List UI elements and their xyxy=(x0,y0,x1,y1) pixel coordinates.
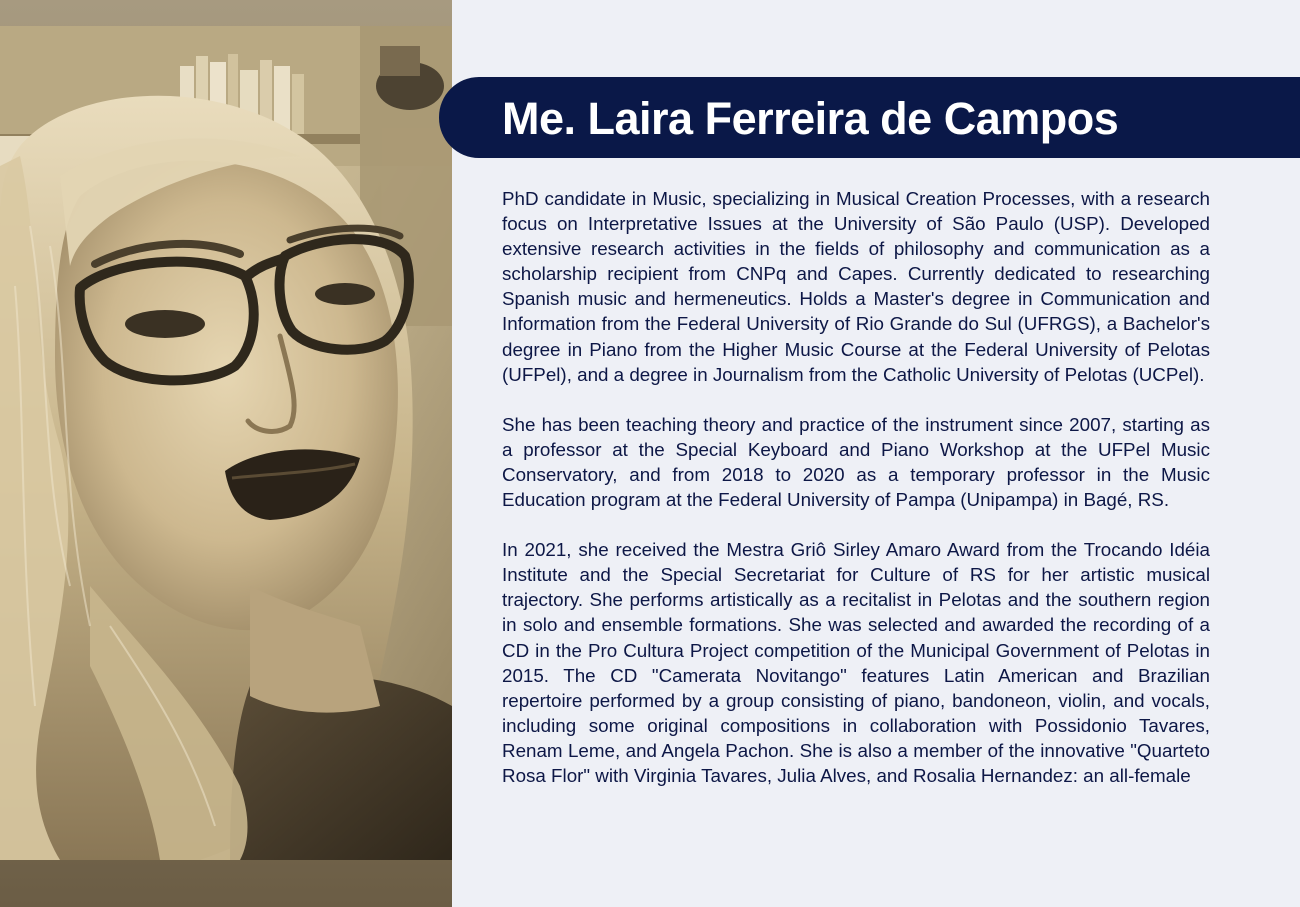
bio-paragraph: In 2021, she received the Mestra Griô Sirley Amaro Award from the Trocando Idéia Institute and the Special Secretariat for Culture of RS for her artistic musical trajectory. She performs artistically as a recitalist in Pelotas and the southern region in solo and ensemble formations. She was selected and awarded the recording of a CD in the Pro Cultura Project competition of the Municipal Government of Pelotas in 2015. The CD "Camerata Novitango" features Latin American and Brazilian repertoire performed by a group consisting of piano, bandoneon, violin, and vocals, including some original compositions in collaboration with Possidonio Tavares, Renam Leme, and Angela Pachon. She is also a member of the innovative "Quarteto Rosa Flor" with Virginia Tavares, Julia Alves, and Rosalia Hernandez: an all-female xyxy=(502,539,1210,786)
title-banner xyxy=(439,77,1300,158)
biography xyxy=(502,186,1210,866)
portrait-photo xyxy=(0,26,452,860)
portrait-illustration xyxy=(0,26,452,860)
bio-paragraph: She has been teaching theory and practice of the instrument since 2007, starting as a professor at the Special Keyboard and Piano Workshop at the UFPel Music Conservatory, and from 2018 to 2020 as a temporary professor in the Music Education program at the Federal University of Pampa (Unipampa) in Bagé, RS. xyxy=(502,413,1210,511)
bio-paragraph: PhD candidate in Music, specializing in Musical Creation Processes, with a research focus on Interpretative Issues at the University of São Paulo (USP). Developed extensive research activities in the fields of philosophy and communication as a scholarship recipient from CNPq and Capes. Currently dedicated to researching Spanish music and hermeneutics. Holds a Master's degree in Communication and Information from the Federal University of Rio Grande do Sul (UFRGS), a Bachelor's degree in Piano from the Higher Music Course at the Federal University of Pelotas (UFPel), and a degree in Journalism from the Catholic University of Pelotas (UCPel). xyxy=(502,188,1210,385)
photo-panel xyxy=(0,0,452,907)
profile-name: Me. Laira Ferreira de Campos xyxy=(502,93,1119,144)
